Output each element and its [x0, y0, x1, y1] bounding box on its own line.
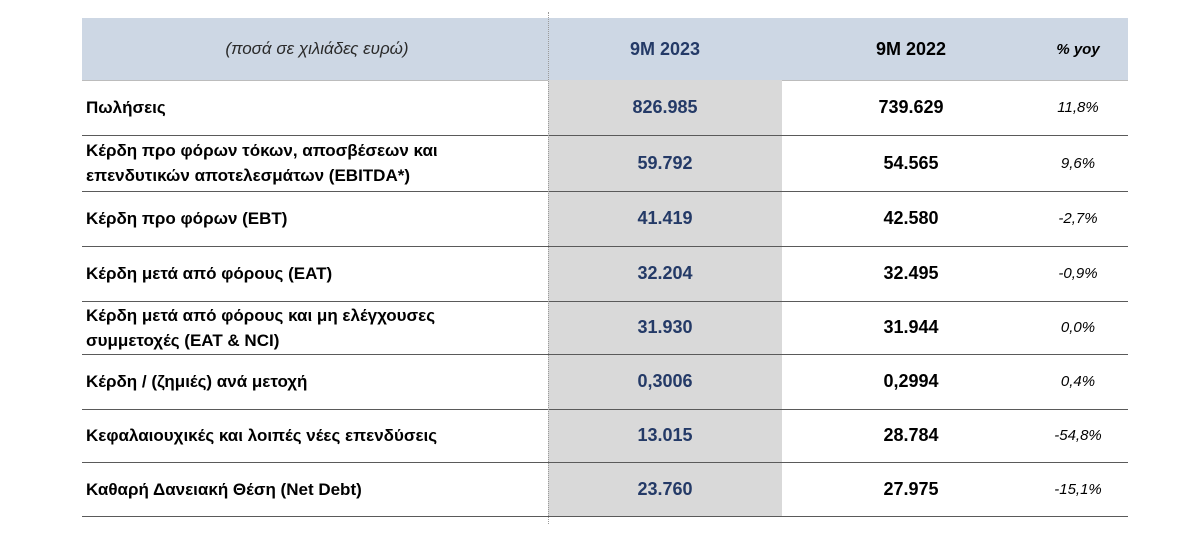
value-2022: 31.944 [883, 317, 939, 337]
value-2022: 27.975 [883, 478, 939, 499]
table-row [82, 80, 1128, 136]
value-2022: 42.580 [883, 208, 939, 228]
value-2023: 0,3006 [637, 371, 693, 391]
row-label: Κέρδη μετά από φόρους (EAT) [86, 264, 333, 283]
header-9m-2022: 9M 2022 [875, 38, 947, 59]
table-row [82, 462, 1128, 517]
value-yoy: -54,8% [1054, 427, 1102, 444]
value-yoy: 0,0% [1060, 319, 1096, 336]
value-2023: 59.792 [637, 152, 693, 173]
value-2023: 31.930 [637, 317, 693, 337]
row-label: Κέρδη προ φόρων τόκων, αποσβέσεων και επενδυτικών αποτελεσμάτων (EBITDA*) [86, 141, 438, 185]
table-row [82, 301, 1128, 355]
table-row [82, 409, 1128, 463]
value-yoy: -15,1% [1054, 480, 1102, 498]
value-2023: 13.015 [637, 425, 693, 445]
value-yoy: 0,4% [1060, 373, 1096, 390]
column-separator [548, 12, 549, 524]
value-2023: 826.985 [632, 97, 698, 117]
table-row [82, 354, 1128, 410]
table-header-row [82, 18, 1128, 81]
row-label: Πωλήσεις [86, 98, 166, 117]
value-2023: 41.419 [637, 208, 693, 228]
header-9m-2023: 9M 2023 [629, 38, 701, 59]
value-yoy: -0,9% [1058, 265, 1098, 282]
row-label: Κεφαλαιουχικές και λοιπές νέες επενδύσεις [86, 426, 438, 445]
value-2022: 54.565 [883, 152, 939, 173]
table-row [82, 191, 1128, 247]
value-2022: 32.495 [883, 263, 939, 283]
value-2022: 0,2994 [883, 371, 939, 391]
financial-results-table [82, 18, 1128, 518]
value-2022: 739.629 [878, 97, 944, 117]
header-units-label: (ποσά σε χιλιάδες ευρώ) [225, 39, 409, 58]
value-yoy: 11,8% [1057, 99, 1099, 116]
header-yoy: % yoy [1056, 40, 1100, 58]
table-row [82, 135, 1128, 192]
value-2023: 23.760 [637, 478, 693, 499]
table-row [82, 246, 1128, 302]
row-label: Κέρδη προ φόρων (EBT) [86, 209, 288, 228]
row-label: Καθαρή Δανειακή Θέση (Net Debt) [86, 479, 362, 499]
row-label: Κέρδη μετά από φόρους και μη ελέγχουσες συμμετοχές (EAT & NCI) [86, 305, 436, 350]
value-yoy: -2,7% [1058, 210, 1098, 227]
value-yoy: 9,6% [1060, 154, 1096, 172]
value-2023: 32.204 [637, 263, 693, 283]
row-label: Κέρδη / (ζημιές) ανά μετοχή [86, 372, 308, 391]
value-2022: 28.784 [883, 425, 939, 445]
